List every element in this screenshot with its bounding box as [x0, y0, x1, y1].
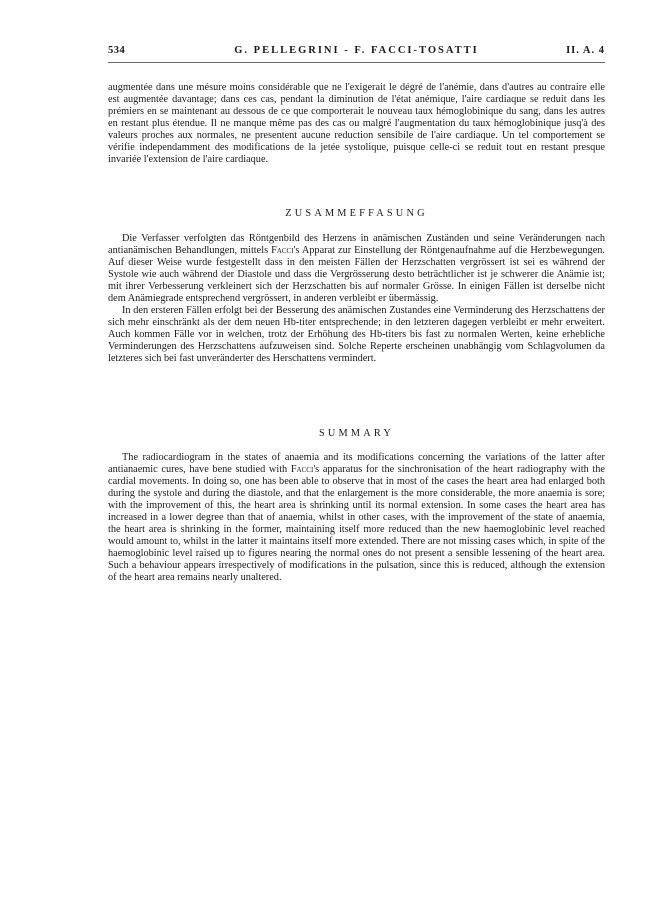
summary-paragraph: The radiocardiogram in the states of anaemia and its modifications concerning the variations of the latter after antianaemic cures, have bene studied with Facci's apparatus for the sinchronisation of the heart radiography with the cardial movements. In doing so, one has been able to observe that in most of the cases the heart area had enlarged both during the systole and during the diastole, and that the enlargement is the more considerable, the more anaemia is sore; with the improvement of this, the heart area is shrinking until its normal extension. In some cases the heart area has increased in a lower degree than that of anaemia, whilst in other cases, with the improvement of the state of anaemia, the heart area is shrinking in the former, maintaining itself more reduced than the new haemoglobinic level reached would amount to, whilst in the latter it maintains itself more extended. There are not missing cases which, in spite of the haemoglobinic level raised up to figures nearing the normal ones do not present a sensible lessening of the heart area. Such a behaviour appears irrespectively of modifications in the pulsation, since this is reduced, although the extension of the heart area remains nearly unaltered. — [108, 452, 605, 583]
header-rule — [108, 62, 605, 63]
zusammenfassung-paragraph-1: Die Verfasser verfolgten das Röntgenbild des Herzens in anämischen Zuständen und seine Veränderungen nach antianämischen Behandlungen, mittels Facci's Apparat zur Einstellung der Röntgenaufnahme auf die Herzbewegungen. Auf dieser Weise wurde festgestellt dass in den meisten Fällen der Herzschatten vergrössert ist sei es während der Systole wie auch während der Diastole und dass die Vergrösserung desto beträchtlicher ist je schwerer die Anämie ist; mit ihrer Verbesserung verkleinert sich der Herzschatten bis auf normaler Grösse. In einigen Fällen ist derselbe nicht dem Anämiegrade entsprechend vergrössert, in anderen verbleibt er übermässig. — [108, 233, 605, 304]
zusammenfassung-paragraph-2: In den ersteren Fällen erfolgt bei der Besserung des anämischen Zustandes eine Verminderung des Herzschattens der sich mehr einschränkt als der dem neuen Hb-titer entsprechende; in den letzteren dagegen verbleibt er mehr erweitert. Auch kommen Fälle vor in welchen, trotz der Erhöhung des Hb-titers bis fast zu normalen Werten, keine erhebliche Verminderungen des Herzschattens aufzuweisen sind. Solche Reperte erscheinen unabhängig vom Schlagvolumen da letzteres sich bei fast unveränderter des Herschattens vermindert. — [108, 305, 605, 364]
running-head-authors: G. PELLEGRINI - F. FACCI-TOSATTI — [234, 45, 479, 56]
french-paragraph: augmentée dans une mésure moins considérable que ne l'exigerait le dégré de l'anémie, dans d'autres au contraire elle est augmentée davantage; dans ces cas, pendant la diminution de l'état anémique, l'aire cardiaque se reduit dans les prémiers en se maintenant au dessous de ce que comporterait le nouveau taux hémoglobinique du sang, dans les autres en restant plus étendue. Il ne manque même pas des cas ou malgré l'augmentation du taux hémoglobinique jusq'à des valeurs proches aux normales, ne presentent aucune reduction sensibile de l'aire cardiaque. Un tel comportement se vérifie independamment des modifications de la jetée systolique, puisque celle-ci se reduit tout en restant presque invariée l'extension de l'aire cardiaque. — [108, 82, 605, 165]
section-label: II. A. 4 — [566, 45, 605, 56]
page-number: 534 — [108, 45, 126, 56]
zusammenfassung-block — [108, 233, 605, 365]
summary-heading: SUMMARY — [318, 428, 395, 439]
running-header — [108, 45, 605, 61]
author-name-facci: Facci — [271, 245, 294, 256]
summary-block — [108, 452, 605, 584]
author-name-facci: Facci — [290, 464, 314, 475]
french-paragraph-block — [108, 82, 605, 166]
zusammenfassung-heading: ZUSAMMEFFASUNG — [285, 208, 428, 219]
